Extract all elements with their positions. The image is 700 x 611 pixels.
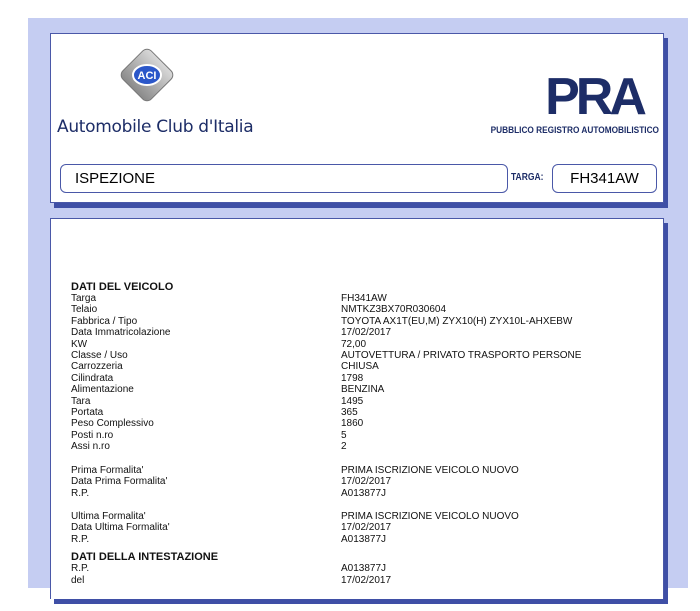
row-label: Cilindrata bbox=[71, 372, 114, 384]
row-label: Tara bbox=[71, 395, 91, 407]
data-row bbox=[71, 339, 656, 350]
row-label: Classe / Uso bbox=[71, 350, 128, 362]
plate-value: FH341AW bbox=[570, 170, 639, 187]
inspection-field bbox=[60, 164, 508, 193]
row-value: NMTKZ3BX70R030604 bbox=[341, 304, 447, 316]
row-label: Assi n.ro bbox=[71, 441, 110, 453]
pra-logo bbox=[536, 70, 652, 118]
row-label: Carrozzeria bbox=[71, 361, 123, 373]
row-value: 1860 bbox=[341, 418, 364, 430]
holder-section-title: DATI DELLA INTESTAZIONE bbox=[71, 551, 219, 564]
row-value: 1798 bbox=[341, 372, 364, 384]
data-row bbox=[71, 476, 656, 487]
data-row bbox=[71, 361, 656, 372]
row-label: Peso Complessivo bbox=[71, 418, 154, 430]
data-row bbox=[71, 563, 656, 574]
plate-label: TARGA: bbox=[511, 172, 544, 183]
data-row bbox=[71, 373, 656, 384]
data-row bbox=[71, 575, 656, 586]
holder-rows bbox=[71, 563, 656, 586]
vehicle-rows bbox=[71, 293, 656, 453]
row-value: A013877J bbox=[341, 533, 387, 545]
data-row bbox=[71, 441, 656, 452]
row-label: del bbox=[71, 574, 85, 586]
row-label: Telaio bbox=[71, 304, 98, 316]
row-label: Posti n.ro bbox=[71, 429, 114, 441]
row-value: 1495 bbox=[341, 395, 364, 407]
first-formality-rows bbox=[71, 465, 656, 499]
report-body bbox=[71, 281, 656, 586]
row-value: PRIMA ISCRIZIONE VEICOLO NUOVO bbox=[341, 464, 519, 476]
data-row bbox=[71, 293, 656, 304]
data-row bbox=[71, 316, 656, 327]
row-value: 17/02/2017 bbox=[341, 522, 392, 534]
data-row bbox=[71, 465, 656, 476]
row-label: Data Ultima Formalita' bbox=[71, 522, 170, 534]
plate-field bbox=[552, 164, 657, 193]
data-row bbox=[71, 407, 656, 418]
row-label: KW bbox=[71, 338, 88, 350]
data-row bbox=[71, 396, 656, 407]
row-value: A013877J bbox=[341, 563, 387, 575]
row-label: R.P. bbox=[71, 563, 90, 575]
row-label: Fabbrica / Tipo bbox=[71, 315, 138, 327]
org-name: Automobile Club d'Italia bbox=[57, 117, 254, 137]
row-value: BENZINA bbox=[341, 384, 385, 396]
row-value: TOYOTA AX1T(EU,M) ZYX10(H) ZYX10L-AHXEBW bbox=[341, 315, 573, 327]
row-label: Alimentazione bbox=[71, 384, 134, 396]
aci-logo bbox=[117, 45, 177, 105]
row-value: CHIUSA bbox=[341, 361, 379, 373]
data-row bbox=[71, 304, 656, 315]
data-row bbox=[71, 384, 656, 395]
row-value: A013877J bbox=[341, 487, 387, 499]
row-label: Data Immatricolazione bbox=[71, 327, 171, 339]
svg-text:PRA: PRA bbox=[545, 70, 643, 118]
vehicle-section-title: DATI DEL VEICOLO bbox=[71, 281, 174, 293]
data-row bbox=[71, 327, 656, 338]
inspection-label: ISPEZIONE bbox=[75, 170, 156, 187]
data-row bbox=[71, 522, 656, 533]
data-row bbox=[71, 350, 656, 361]
data-row bbox=[71, 534, 656, 545]
row-label: R.P. bbox=[71, 487, 90, 499]
row-value: AUTOVETTURA / PRIVATO TRASPORTO PERSONE bbox=[341, 350, 582, 362]
svg-text:ACI: ACI bbox=[137, 70, 157, 82]
row-label: R.P. bbox=[71, 533, 90, 545]
data-row bbox=[71, 430, 656, 441]
last-formality-rows bbox=[71, 511, 656, 545]
pra-subtitle: PUBBLICO REGISTRO AUTOMOBILISTICO bbox=[490, 125, 659, 135]
row-value: FH341AW bbox=[341, 293, 387, 304]
data-row bbox=[71, 418, 656, 429]
row-value: 72,00 bbox=[341, 338, 367, 350]
data-row bbox=[71, 488, 656, 499]
row-value: 17/02/2017 bbox=[341, 327, 392, 339]
row-value: 5 bbox=[341, 429, 347, 441]
row-value: 17/02/2017 bbox=[341, 476, 392, 488]
row-label: Targa bbox=[71, 293, 97, 304]
data-row bbox=[71, 511, 656, 522]
row-label: Portata bbox=[71, 407, 104, 419]
row-value: 2 bbox=[341, 441, 347, 453]
header-panel bbox=[50, 33, 664, 203]
row-value: 17/02/2017 bbox=[341, 574, 392, 586]
row-value: PRIMA ISCRIZIONE VEICOLO NUOVO bbox=[341, 510, 519, 522]
row-label: Prima Formalita' bbox=[71, 464, 144, 476]
row-label: Data Prima Formalita' bbox=[71, 476, 168, 488]
content-panel bbox=[50, 218, 664, 599]
row-label: Ultima Formalita' bbox=[71, 510, 146, 522]
row-value: 365 bbox=[341, 407, 358, 419]
